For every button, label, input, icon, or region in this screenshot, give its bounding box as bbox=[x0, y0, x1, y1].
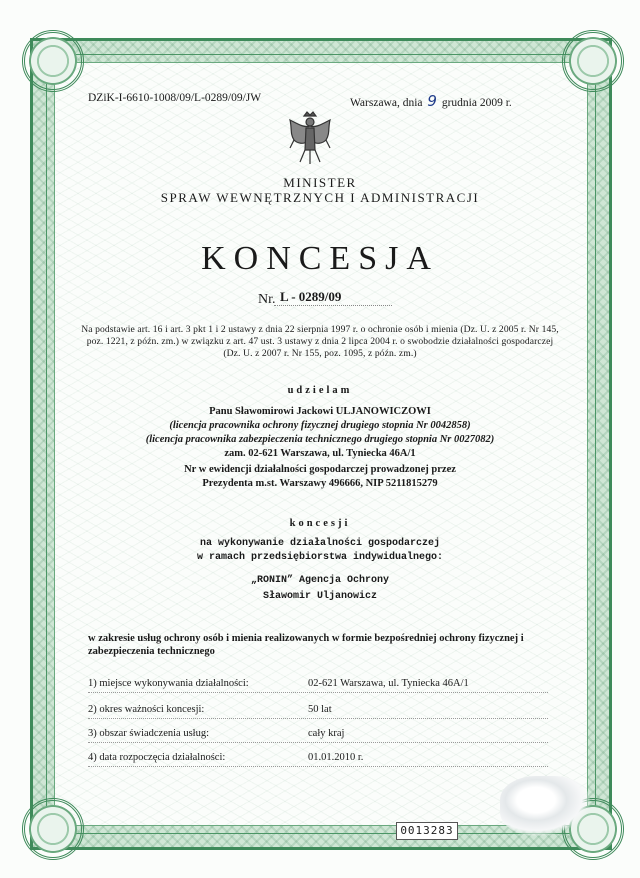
detail-value: 01.01.2010 r. bbox=[308, 752, 364, 763]
concession-word: koncesji bbox=[289, 518, 351, 529]
scope-text: w zakresie usług ochrony osób i mienia realizowanych w formie bezpośredniej ochrony fizycznej i zabezpieczenia technicznego bbox=[88, 633, 524, 657]
place-prefix: Warszawa, dnia bbox=[350, 97, 423, 109]
detail-value: cały kraj bbox=[308, 728, 345, 739]
detail-dotted-line bbox=[88, 742, 548, 743]
grant-word: udzielam bbox=[287, 385, 353, 396]
detail-dotted-line bbox=[88, 718, 548, 719]
legal-basis-text: Na podstawie art. 16 i art. 3 pkt 1 i 2 ustawy z dnia 22 sierpnia 1997 r. o ochronie osób i mienia (Dz. U. z 2005 r. Nr 145, poz. 1221, z późn. zm.) w związku z art. 47 ust. 3 ustawy z dnia 2 lipca 2004 r. o swobodzie działalności gospodarczej (Dz. U. z 2007 r. Nr 155, poz. 1095, z późn. zm.) bbox=[81, 324, 559, 360]
concession-number: L - 0289/09 bbox=[280, 289, 342, 304]
detail-value: 02-621 Warszawa, ul. Tyniecka 46A/1 bbox=[308, 678, 469, 689]
recipient-address: zam. 02-621 Warszawa, ul. Tyniecka 46A/1 bbox=[224, 448, 416, 459]
place-date bbox=[350, 92, 512, 110]
handwritten-day: 9 bbox=[427, 92, 437, 110]
authority-title: MINISTER bbox=[283, 175, 357, 190]
company-owner: Sławomir Uljanowicz bbox=[262, 591, 378, 602]
recipient-name: Panu Sławomirowi Jackowi ULJANOWICZOWI bbox=[209, 406, 431, 417]
activity-line-2: w ramach przedsiębiorstwa indywidualnego: bbox=[196, 552, 444, 563]
serial-number: 0013283 bbox=[396, 822, 458, 840]
licence-physical: (licencja pracownika ochrony fizycznej drugiego stopnia Nr 0042858) bbox=[169, 420, 471, 431]
activity-line-1: na wykonywanie działalności gospodarczej bbox=[199, 538, 441, 549]
corner-rosette-icon bbox=[22, 30, 84, 92]
hologram-seal-icon bbox=[500, 776, 590, 836]
number-label: Nr. bbox=[258, 292, 276, 307]
corner-rosette-icon bbox=[562, 30, 624, 92]
detail-dotted-line bbox=[88, 766, 548, 767]
detail-label: 4) data rozpoczęcia działalności: bbox=[88, 752, 226, 763]
detail-label: 2) okres ważności koncesji: bbox=[88, 704, 205, 715]
detail-dotted-line bbox=[88, 692, 548, 693]
detail-label: 3) obszar świadczenia usług: bbox=[88, 728, 210, 739]
registry-line-1: Nr w ewidencji działalności gospodarczej prowadzonej przez bbox=[184, 464, 456, 475]
licence-technical: (licencja pracownika zabezpieczenia technicznego drugiego stopnia Nr 0027082) bbox=[145, 434, 495, 445]
detail-value: 50 lat bbox=[308, 704, 332, 715]
company-name: „RONIN” Agencja Ochrony bbox=[250, 575, 390, 586]
registry-line-2: Prezydenta m.st. Warszawy 496666, NIP 5211815279 bbox=[202, 478, 438, 489]
document-title: KONCESJA bbox=[201, 240, 439, 277]
eagle-emblem-icon bbox=[284, 110, 336, 166]
authority-name: SPRAW WEWNĘTRZNYCH I ADMINISTRACJI bbox=[160, 190, 480, 205]
reference-number: DZiK-I-6610-1008/09/L-0289/09/JW bbox=[88, 92, 262, 104]
corner-rosette-icon bbox=[22, 798, 84, 860]
month-year: grudnia 2009 r. bbox=[441, 97, 512, 109]
detail-label: 1) miejsce wykonywania działalności: bbox=[88, 678, 249, 689]
